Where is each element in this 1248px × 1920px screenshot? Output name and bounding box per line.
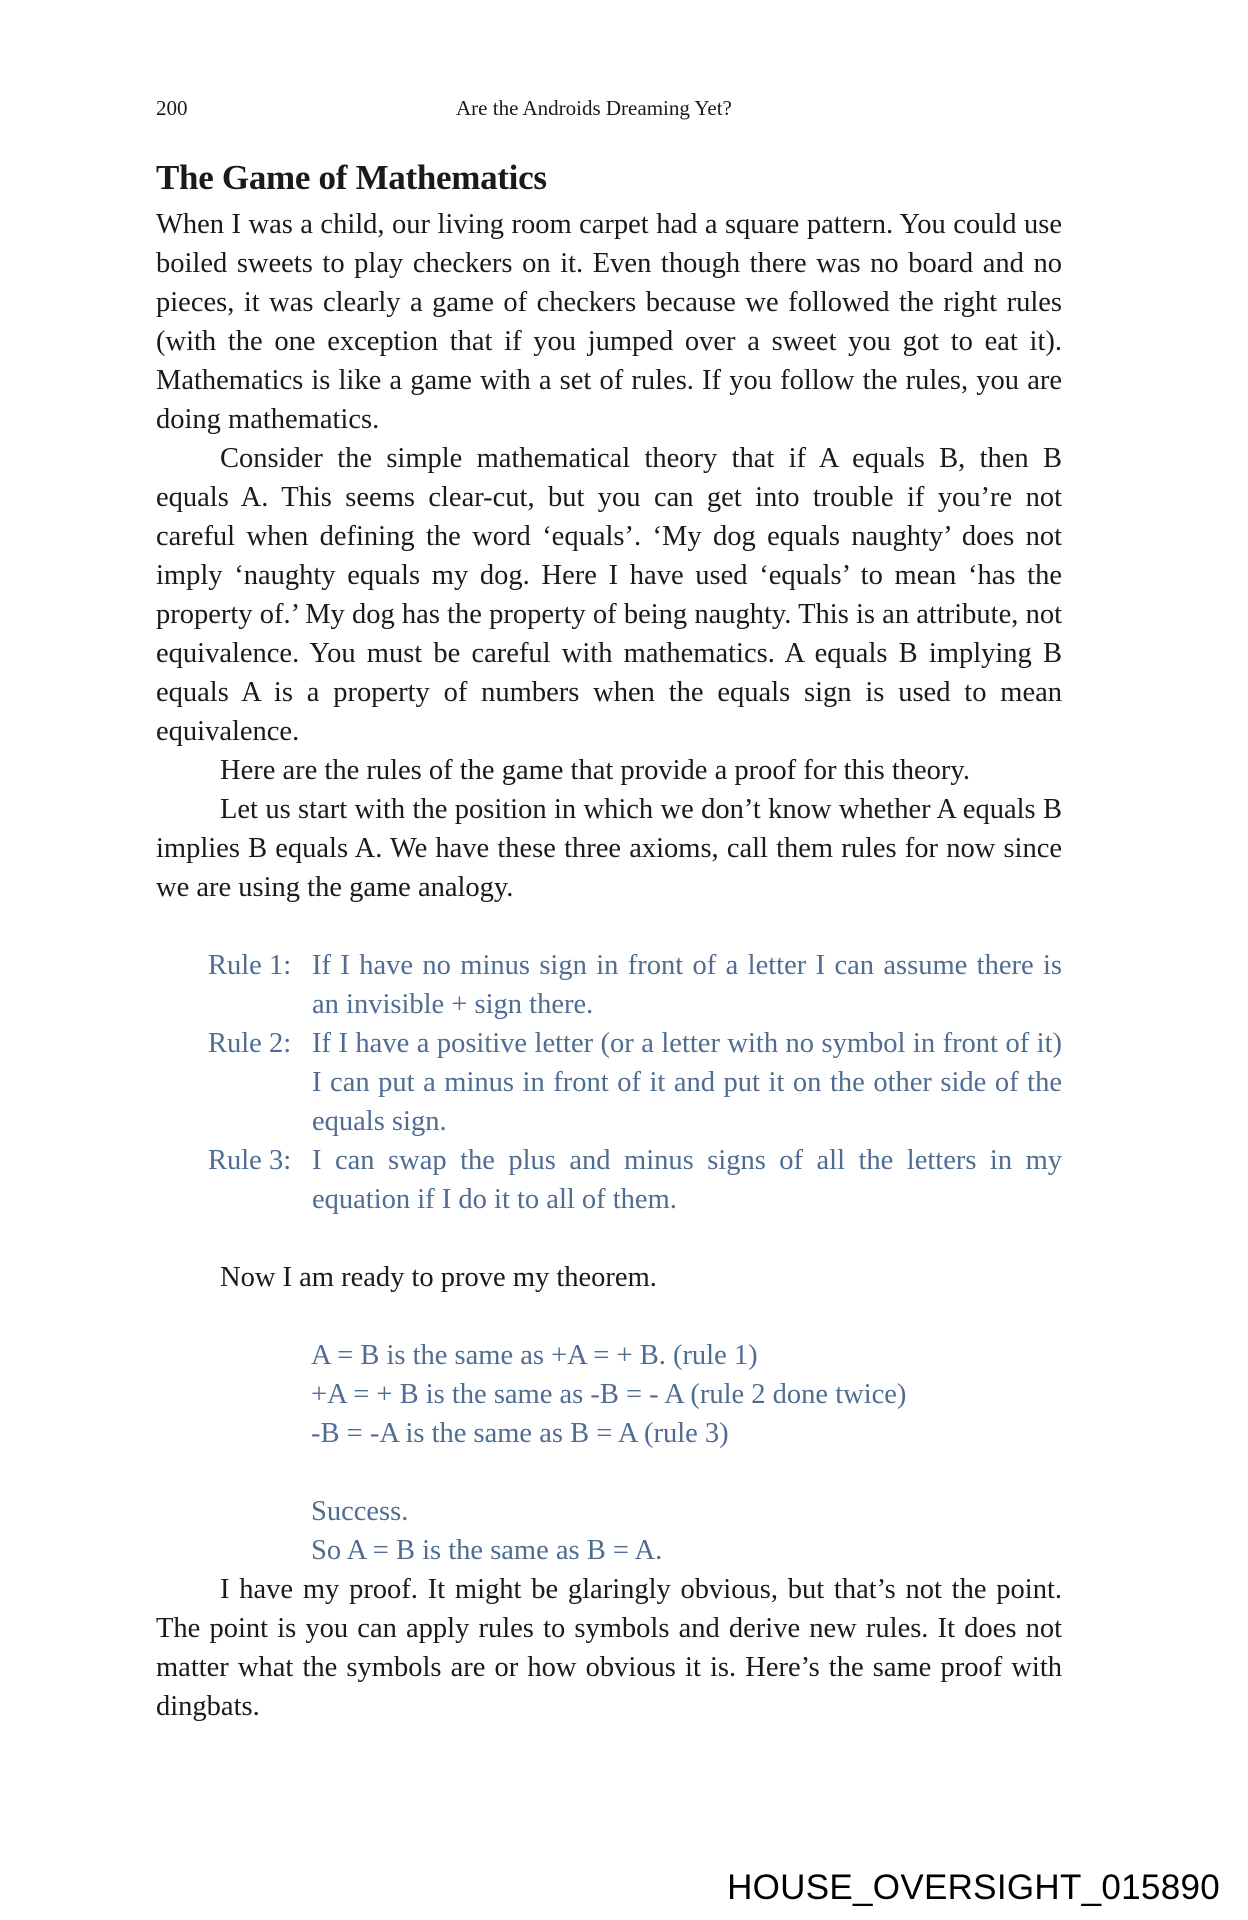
proof-conclusion: So A = B is the same as B = A. — [311, 1535, 663, 1566]
paragraph-theory: Consider the simple mathematical theory that if A equals B, then B equals A. This seems clear-cut, but you can get into trouble if you’re not careful when defining the word ‘equals’. ‘My dog equals naughty’ does not imply ‘naughty equals my dog. Here I have used ‘equals’ to mean ‘has the property of.’ My dog has the property of being naughty. This is an attribute, not equivalence. You must be careful with mathematics. A equals B implying B equals A is a property of numbers when the equals sign is used to mean equivalence. — [156, 443, 1062, 747]
paragraph-carpet: When I was a child, our living room carpet had a square pattern. You could use boiled sweets to play checkers on it. Even though there was no board and no pieces, it was clearly a game of checkers because we followed the right rules (with the one exception that if you jumped over a sweet you got to eat it). Mathematics is like a game with a set of rules. If you follow the rules, you are doing mathematics. — [156, 209, 1062, 435]
proof-step: +A = + B is the same as -B = - A (rule 2 done twice) — [311, 1379, 907, 1410]
rule-item — [156, 1141, 1062, 1219]
proof-step: -B = -A is the same as B = A (rule 3) — [311, 1418, 729, 1449]
rule-text: I can swap the plus and minus signs of all the letters in my equation if I do it to all of them. — [312, 1145, 1062, 1215]
paragraph-axioms: Let us start with the position in which we don’t know whether A equals B implies B equals A. We have these three axioms, call them rules for now since we are using the game analogy. — [156, 794, 1062, 903]
ready-line: Now I am ready to prove my theorem. — [220, 1262, 657, 1293]
rule-item — [156, 1024, 1062, 1141]
book-title: Are the Androids Dreaming Yet? — [456, 96, 732, 120]
rule-text: If I have a positive letter (or a letter with no symbol in front of it) I can put a minus in front of it and put it on the other side of the equals sign. — [312, 1028, 1062, 1137]
body-text — [156, 205, 1062, 1726]
paragraph-rules-intro: Here are the rules of the game that provide a proof for this theory. — [220, 755, 970, 786]
rules-list — [156, 946, 1062, 1219]
rule-label: Rule 2: — [208, 1028, 292, 1059]
rule-text: If I have no minus sign in front of a letter I can assume there is an invisible + sign there. — [312, 950, 1062, 1020]
rule-label: Rule 3: — [208, 1145, 292, 1176]
bates-number: HOUSE_OVERSIGHT_015890 — [727, 1868, 1220, 1907]
page-number: 200 — [156, 96, 188, 120]
paragraph-closing: I have my proof. It might be glaringly obvious, but that’s not the point. The point is you can apply rules to symbols and derive new rules. It does not matter what the symbols are or how obvious it is. Here’s the same proof with dingbats. — [156, 1574, 1062, 1722]
proof-block — [156, 1336, 1062, 1570]
running-head — [156, 96, 1062, 126]
rule-label: Rule 1: — [208, 950, 292, 981]
proof-step: A = B is the same as +A = + B. (rule 1) — [311, 1340, 758, 1371]
spacer — [311, 1453, 1062, 1492]
rule-item — [156, 946, 1062, 1024]
proof-success: Success. — [311, 1496, 409, 1527]
section-title: The Game of Mathematics — [156, 158, 547, 197]
